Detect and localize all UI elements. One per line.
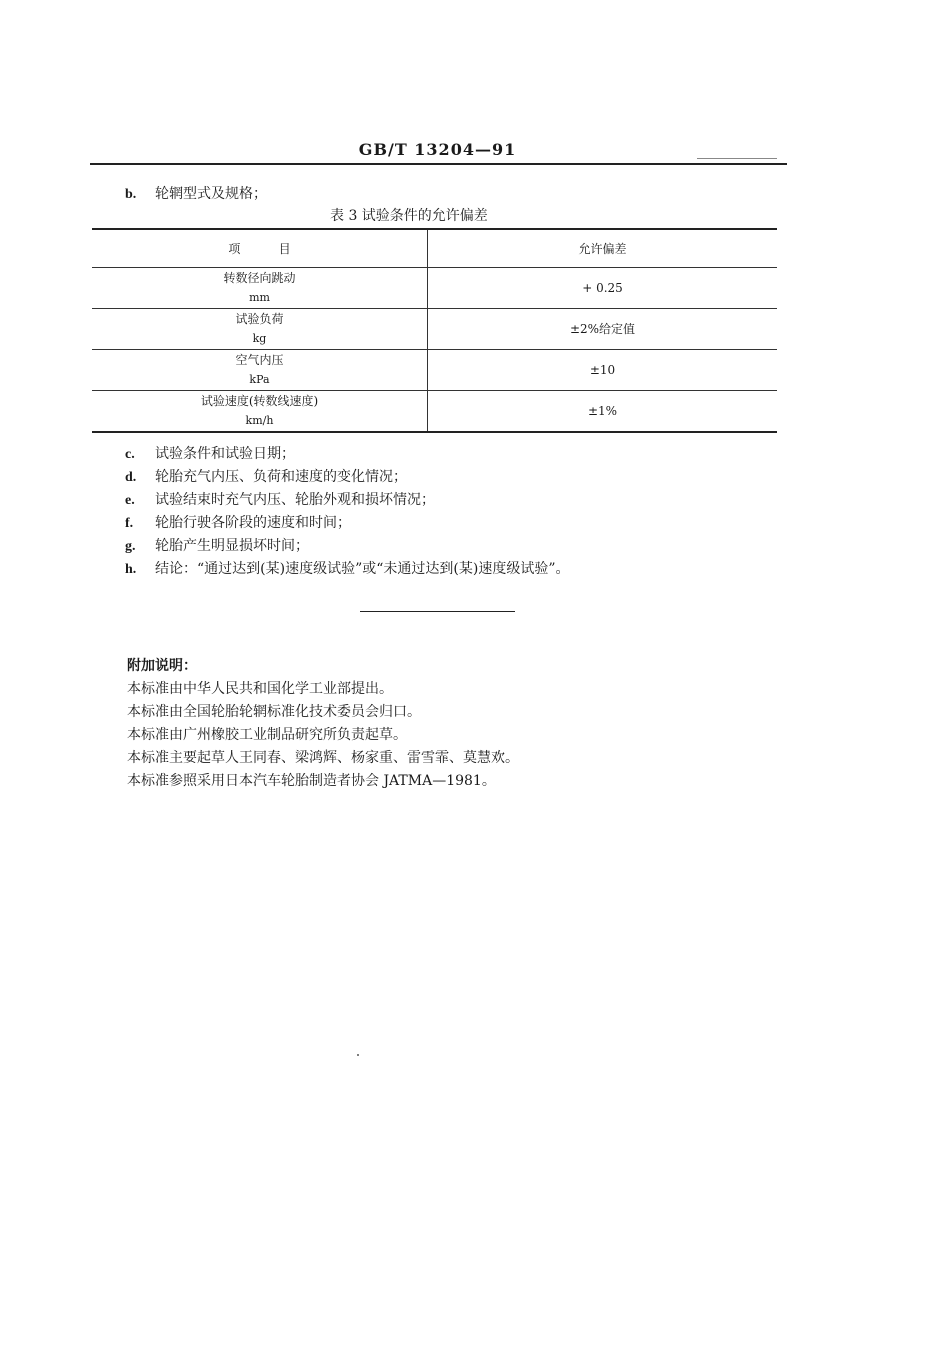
item-letter: f. [125, 516, 134, 531]
row-unit: km/h [245, 413, 274, 427]
item-text: 试验条件和试验日期； [155, 446, 295, 462]
item-text: 试验结束时充气内压、轮胎外观和损坏情况； [155, 492, 435, 508]
list-item-f [125, 513, 351, 534]
item-text: 轮胎充气内压、负荷和速度的变化情况； [155, 469, 407, 485]
header-tolerance: 允许偏差 [428, 229, 778, 267]
row-name: 试验负荷 [235, 311, 284, 326]
item-letter: c. [125, 447, 135, 462]
list-item-g [125, 536, 309, 557]
note-line: 本标准主要起草人王同春、梁鸿辉、杨家重、雷雪霏、莫慧欢。 [127, 750, 519, 766]
row-item-cell [92, 349, 428, 390]
item-letter: h. [125, 562, 137, 577]
table-row [92, 390, 777, 432]
row-name: 空气内压 [235, 352, 284, 367]
row-unit: kg [252, 331, 267, 345]
item-letter: g. [125, 539, 136, 554]
list-item-c [125, 444, 295, 465]
list-item-e [125, 490, 435, 511]
scan-speck [357, 1054, 359, 1056]
item-text: 轮辋型式及规格； [155, 186, 267, 202]
row-item-cell [92, 308, 428, 349]
list-item-h [125, 559, 569, 580]
row-tolerance: ±10 [428, 349, 778, 390]
note-line: 本标准由全国轮胎轮辋标准化技术委员会归口。 [127, 704, 421, 720]
note-line: 本标准由中华人民共和国化学工业部提出。 [127, 681, 393, 697]
item-text: 轮胎行驶各阶段的速度和时间； [155, 515, 351, 531]
table-row [92, 267, 777, 308]
row-tolerance: + 0.25 [428, 267, 778, 308]
note-line: 本标准参照采用日本汽车轮胎制造者协会 JATMA—1981。 [127, 773, 496, 789]
notes-title: 附加说明： [127, 658, 197, 674]
item-letter: b. [125, 187, 137, 202]
list-item-b [125, 184, 267, 205]
table-caption: 表 3 试验条件的允许偏差 [330, 208, 488, 224]
standard-code: GB/T 13204—91 [358, 140, 517, 159]
row-tolerance: ±2%给定值 [428, 308, 778, 349]
row-unit: kPa [249, 372, 270, 386]
table-header-row [92, 229, 777, 267]
row-name: 转数径向跳动 [223, 270, 296, 285]
row-unit: mm [249, 290, 270, 304]
section-divider [360, 611, 515, 612]
table-row [92, 308, 777, 349]
item-text: 结论：“通过达到(某)速度级试验”或“未通过达到(某)速度级试验”。 [155, 561, 570, 577]
row-name: 试验速度(转数线速度) [200, 393, 319, 408]
row-item-cell [92, 390, 428, 432]
header-item: 项 目 [92, 229, 428, 267]
tolerance-table [92, 228, 777, 433]
row-tolerance: ±1% [428, 390, 778, 432]
list-item-d [125, 467, 407, 488]
note-line: 本标准由广州橡胶工业制品研究所负责起草。 [127, 727, 407, 743]
row-item-cell [92, 267, 428, 308]
header-rule [90, 163, 787, 165]
item-letter: d. [125, 470, 137, 485]
item-letter: e. [125, 493, 135, 508]
item-text: 轮胎产生明显损坏时间； [155, 538, 309, 554]
header-thin-rule [697, 158, 777, 159]
table-row [92, 349, 777, 390]
